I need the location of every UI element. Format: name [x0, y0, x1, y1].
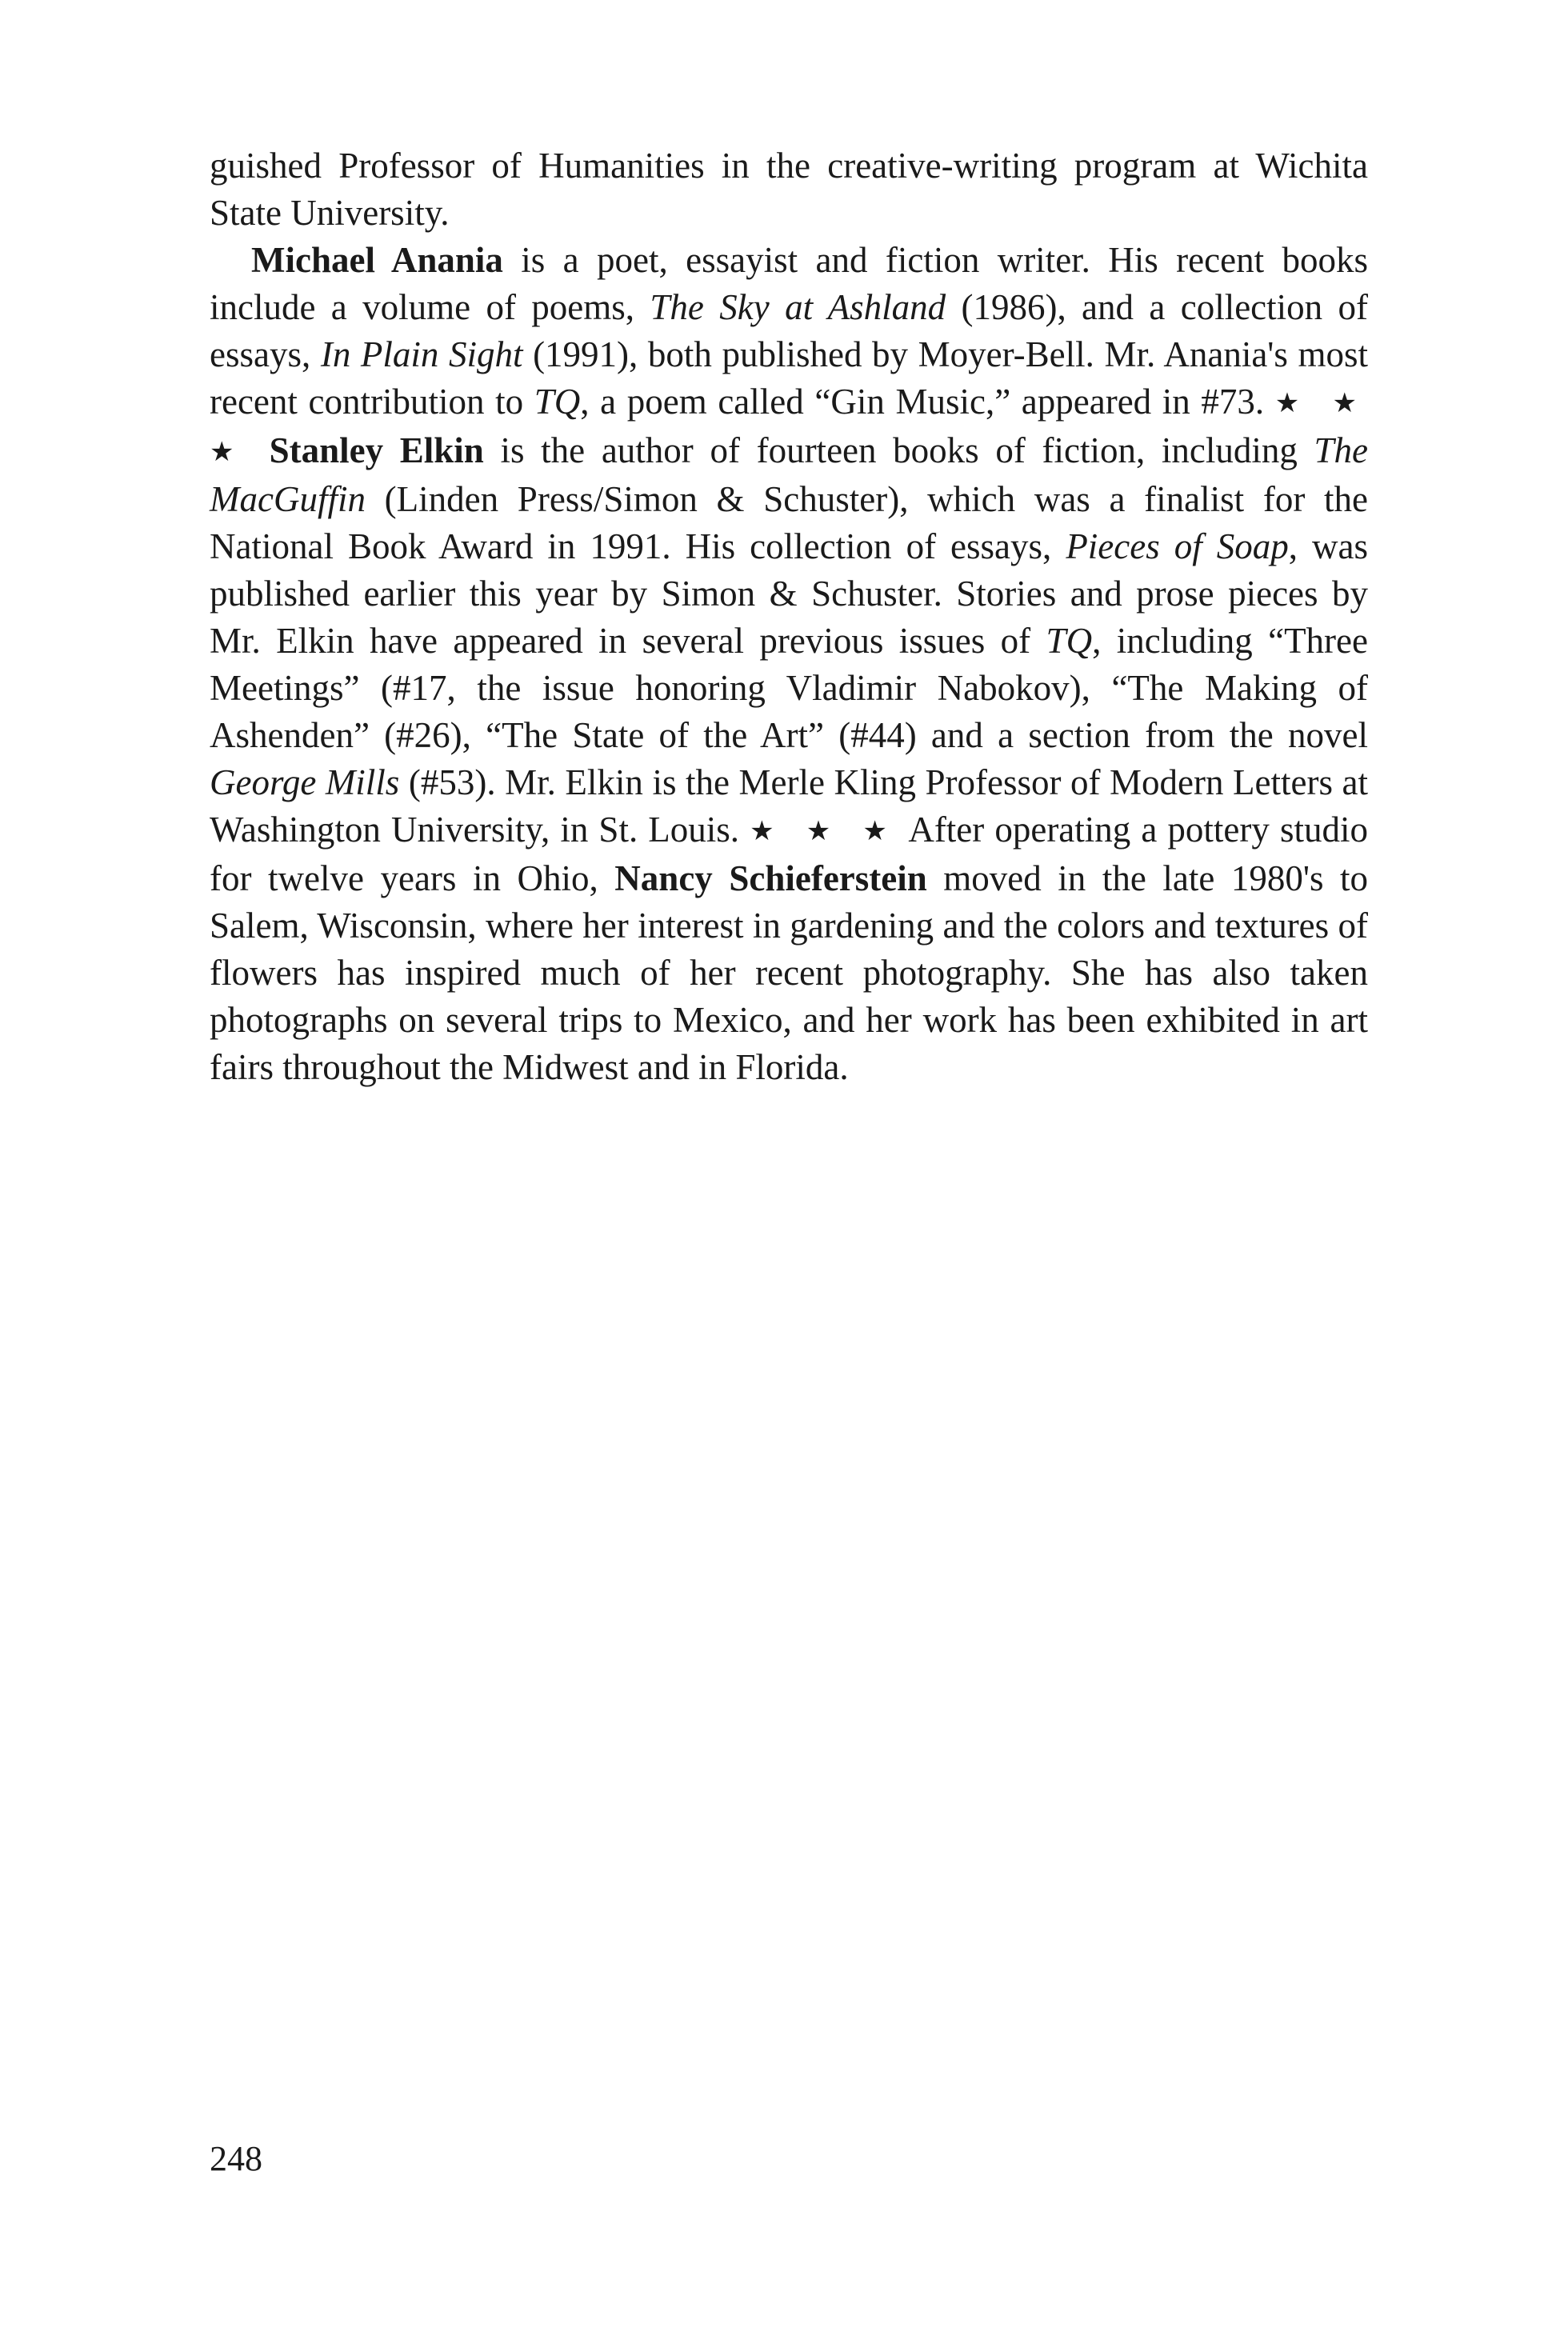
star-separator-icon: ★ ★ ★ — [750, 817, 900, 846]
contributor-name-schieferstein: Nancy Schieferstein — [614, 858, 927, 898]
book-title-in-plain-sight: In Plain Sight — [320, 334, 523, 374]
paragraph-contributors — [210, 237, 1368, 1091]
text-run: moved in the late 1980's to Salem, Wisconsin, where her interest in gardening and the colors and textures of flowers has inspired much of her recent photography. She has also taken photographs on several trips to Mexico, and her work has been exhibited in art fairs throughout the Midwest and in Florida. — [210, 858, 1368, 1087]
journal-title-tq: TQ — [534, 382, 581, 422]
star-separator-icon: ★ ★ ★ — [210, 389, 1368, 467]
text-run: (1991), both published by Moyer-Bell. Mr. Anania's most recent contribution to — [210, 334, 1369, 422]
book-title-pieces-of-soap: Pieces of Soap — [1066, 526, 1289, 566]
text-run: is the author of fourteen books of fiction, including — [483, 430, 1314, 470]
journal-title-tq: TQ — [1046, 621, 1093, 661]
text-run: (#53). Mr. Elkin is the Merle Kling Professor of Modern Letters at Washington University, in St. Louis. — [210, 762, 1368, 850]
book-title-george-mills: George Mills — [210, 762, 400, 802]
book-title-sky-at-ashland: The Sky at Ashland — [650, 287, 946, 327]
text-run: After operating a pottery studio for twelve years in Ohio, — [210, 810, 1368, 898]
text-run: , was published earlier this year by Simon & Schuster. Stories and prose pieces by Mr. Elkin have appeared in several previous issues of — [210, 526, 1369, 661]
contributor-name-elkin: Stanley Elkin — [269, 430, 484, 470]
paragraph-continued — [210, 142, 1368, 237]
text-run: , including “Three Meetings” (#17, the issue honoring Vladimir Nabokov), “The Making of Ashenden” (#26), “The State of the Art” (#44) and a section from the novel — [210, 621, 1368, 755]
text-run: is a poet, essayist and fiction writer. His recent books include a volume of poems, — [210, 240, 1368, 327]
text-run: (1986), and a collection of essays, — [210, 287, 1368, 374]
text-run — [253, 430, 270, 470]
paragraph-1-text: guished Professor of Humanities in the creative-writing program at Wichita State University. — [210, 146, 1368, 233]
text-run: , a poem called “Gin Music,” appeared in #73. — [580, 382, 1275, 422]
contributor-name-anania: Michael Anania — [251, 240, 503, 280]
book-title-macguffin: The MacGuffin — [210, 430, 1369, 519]
contributors-notes — [210, 142, 1368, 1091]
text-run: (Linden Press/Simon & Schuster), which was a finalist for the National Book Award in 1991. His collection of essays, — [210, 479, 1368, 566]
page-number: 248 — [210, 2139, 262, 2178]
